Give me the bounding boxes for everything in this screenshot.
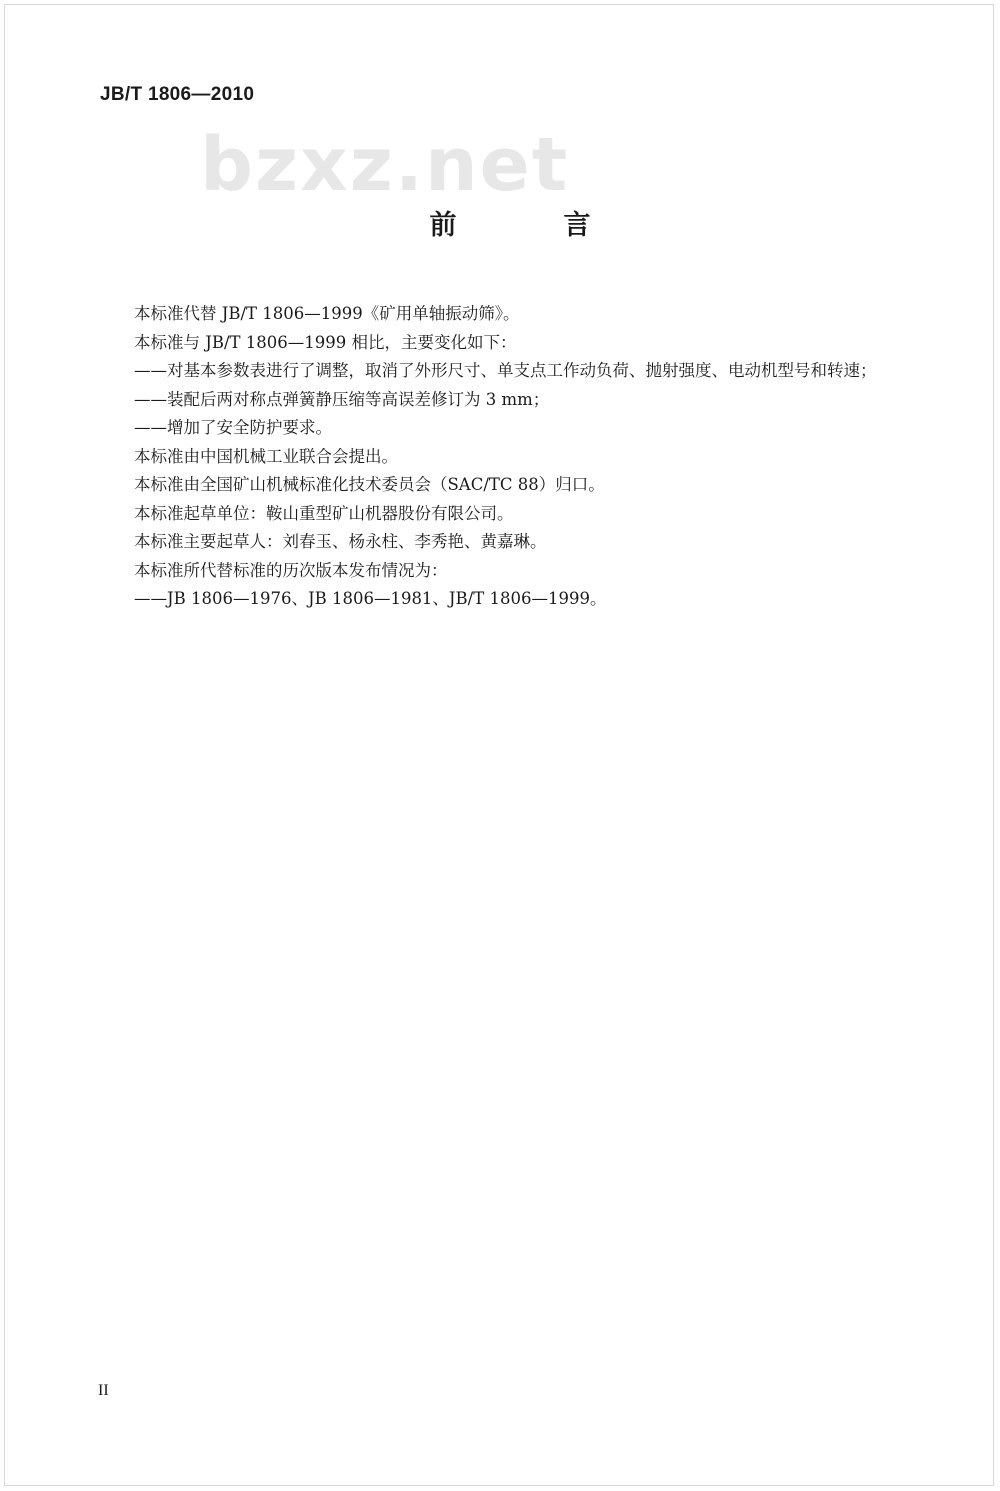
body-line: 本标准主要起草人：刘春玉、杨永柱、李秀艳、黄嘉琳。 <box>134 532 547 551</box>
body-line: ——对基本参数表进行了调整，取消了外形尺寸、单支点工作动负荷、抛射强度、电动机型号和转速； <box>134 361 877 380</box>
body-line: 本标准起草单位：鞍山重型矿山机器股份有限公司。 <box>134 503 514 523</box>
body-line: ——JB 1806—1976、JB 1806—1981、JB/T 1806—1999。 <box>134 589 607 608</box>
body-line: 本标准代替 JB/T 1806—1999《矿用单轴振动筛》。 <box>134 304 520 323</box>
body-line: 本标准由全国矿山机械标准化技术委员会（SAC/TC 88）归口。 <box>134 475 605 494</box>
foreword-body <box>134 300 964 614</box>
body-line: 本标准与 JB/T 1806—1999 相比，主要变化如下： <box>134 332 517 352</box>
watermark-logo: bzxz.net <box>200 122 570 208</box>
body-line: 本标准所代替标准的历次版本发布情况为： <box>134 560 448 580</box>
body-line: ——增加了安全防护要求。 <box>134 418 332 437</box>
page-number: II <box>98 1382 109 1399</box>
body-line: ——装配后两对称点弹簧静压缩等高误差修订为 3 mm； <box>134 389 550 409</box>
page-title: 前 言 <box>429 210 631 241</box>
standard-number: JB/T 1806—2010 <box>100 84 255 105</box>
body-line: 本标准由中国机械工业联合会提出。 <box>134 446 398 466</box>
